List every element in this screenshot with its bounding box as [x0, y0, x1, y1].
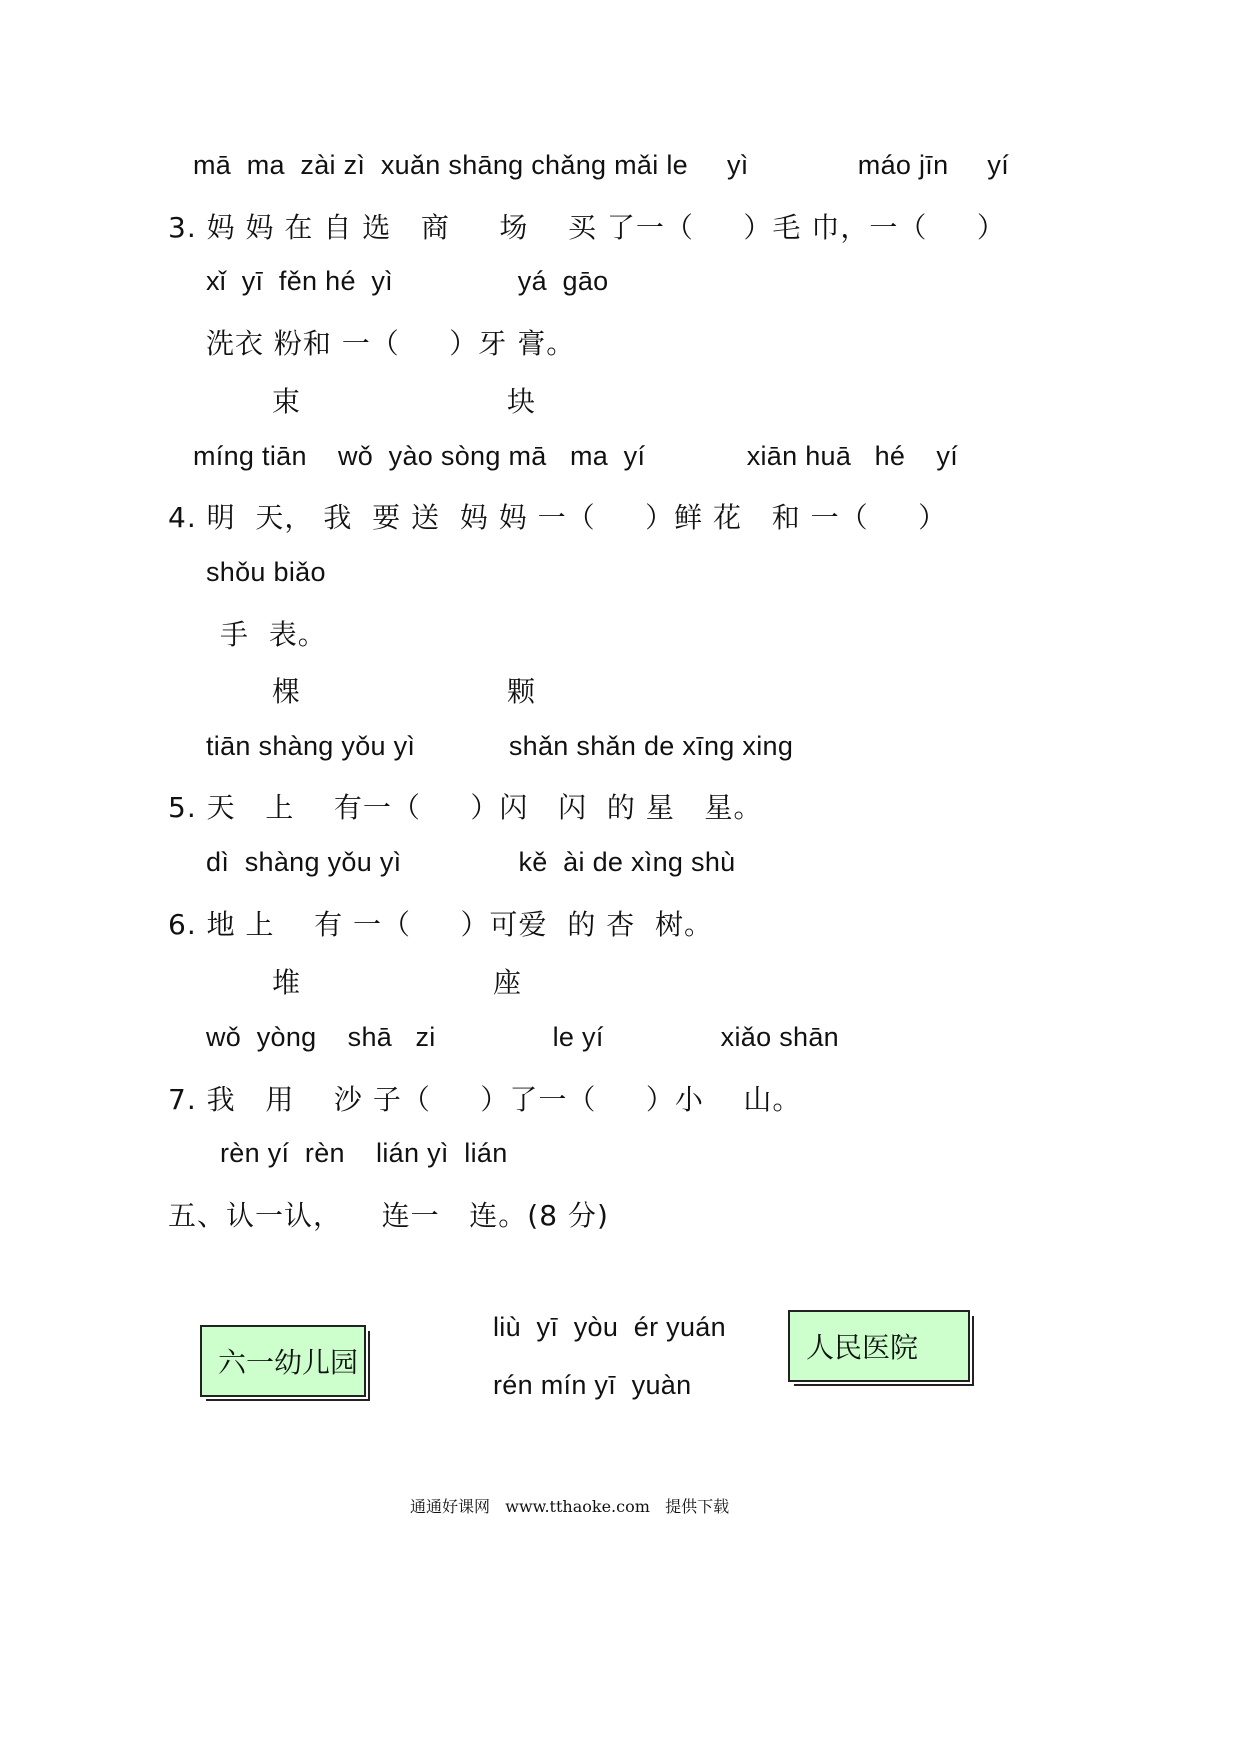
q5-sentence: 5. 天 上 有一（ ）闪 闪 的 星 星。	[168, 791, 763, 824]
q3-pinyin-line-1: mā ma zài zì xuǎn shāng chǎng mǎi le yì máo jīn yí	[193, 150, 1010, 180]
q4-sentence-line-2: 手 表。	[220, 618, 327, 651]
q4-pinyin-line-1: míng tiān wǒ yào sòng mā ma yí xiān huā hé yí	[193, 441, 959, 471]
q4-pinyin-line-2: shǒu biǎo	[206, 557, 326, 587]
footer-credit: 通通好课网 www.tthaoke.com 提供下载	[410, 1497, 730, 1516]
q4-measure-word-option-1: 棵	[272, 675, 301, 708]
q4-sentence-line-1: 4. 明 天， 我 要 送 妈 妈 一（ ）鲜 花 和 一（ ）	[168, 501, 948, 534]
q6-measure-word-option-1: 堆	[272, 966, 301, 999]
q6-sentence: 6. 地 上 有 一（ ）可爱 的 杏 树。	[168, 908, 714, 941]
q6-pinyin-line: dì shàng yǒu yì kě ài de xìng shù	[206, 847, 736, 877]
match-box-hospital-label: 人民医院	[806, 1331, 919, 1364]
q7-sentence: 7. 我 用 沙 子（ ）了一（ ）小 山。	[168, 1083, 802, 1116]
q3-measure-word-option-2: 块	[507, 385, 536, 418]
match-box-kindergarten[interactable]	[200, 1325, 366, 1397]
q3-pinyin-line-2: xǐ yī fěn hé yì yá gāo	[206, 266, 609, 296]
q7-pinyin-line: wǒ yòng shā zi le yí xiǎo shān	[206, 1022, 839, 1052]
match-box-hospital[interactable]	[788, 1310, 970, 1382]
section5-pinyin: rèn yí rèn lián yì lián	[220, 1138, 508, 1168]
q5-pinyin-line: tiān shàng yǒu yì shǎn shǎn de xīng xing	[206, 731, 794, 761]
q3-measure-word-option-1: 束	[272, 385, 301, 418]
q3-sentence-line-1: 3. 妈 妈 在 自 选 商 场 买 了一（ ）毛 巾，一（ ）	[168, 211, 1006, 244]
match-pinyin-hospital[interactable]: rén mín yī yuàn	[493, 1370, 692, 1400]
match-box-kindergarten-label: 六一幼儿园	[218, 1346, 359, 1379]
q4-measure-word-option-2: 颗	[507, 675, 536, 708]
match-pinyin-kindergarten[interactable]: liù yī yòu ér yuán	[493, 1312, 726, 1342]
q3-sentence-line-2: 洗衣 粉和 一（ ）牙 膏。	[206, 327, 576, 360]
section5-title: 五、认一认， 连一 连。(8 分)	[168, 1199, 609, 1232]
q6-measure-word-option-2: 座	[493, 966, 522, 999]
